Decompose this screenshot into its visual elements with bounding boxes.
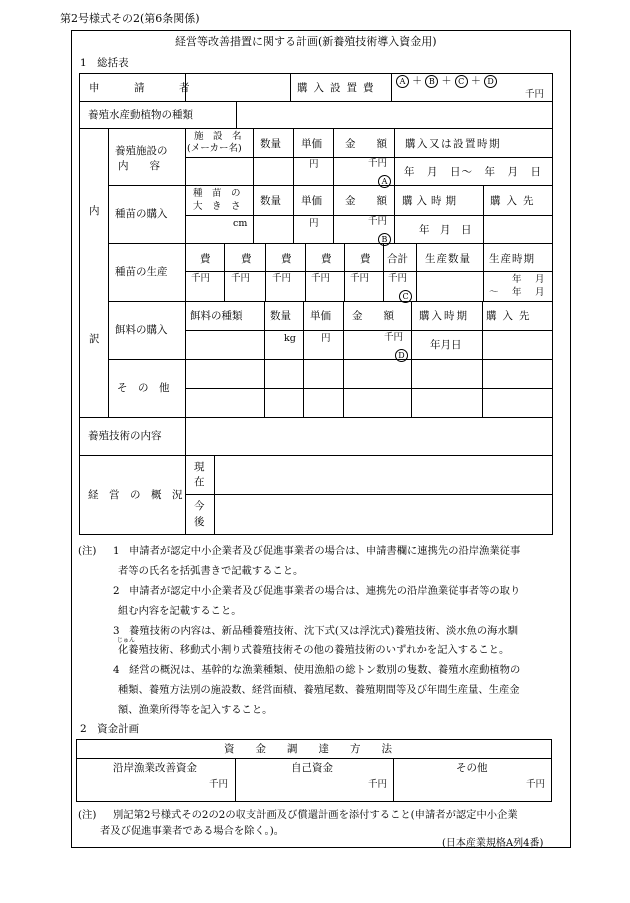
technique-field[interactable]: [186, 418, 552, 455]
breakdown-label-1: 内: [89, 205, 100, 217]
note-1-line1: 申請者が認定中小企業者及び促進事業者の場合は、申請書欄に連携先の沿岸漁業従事: [129, 545, 521, 557]
feed-col-type: 餌料の種類: [190, 310, 243, 322]
note-2-line1: 申請者が認定中小企業者及び促進事業者の場合は、連携先の沿岸漁業従事者等の取り: [129, 585, 521, 597]
feed-col-qty: 数量: [270, 310, 291, 322]
facility-amount-unit: 千円: [368, 158, 388, 169]
note-3-line2: 化養殖技術、移動式小割り式養殖技術その他の養殖技術のいずれかを記入すること。: [118, 644, 510, 656]
note-1-line2: 者等の氏名を括弧書きで記載すること。: [118, 565, 304, 577]
note-4-num: 4: [113, 664, 120, 676]
note-4-line3: 額、漁業所得等を記入すること。: [118, 704, 273, 716]
feed-col-unit-price: 単価: [310, 310, 331, 322]
management-label: 経 営 の 概 況: [88, 489, 183, 501]
circle-d-mark: D: [484, 75, 497, 88]
form-number: 第2号様式その2(第6条関係): [60, 12, 200, 25]
facility-col-unit-price: 単価: [301, 138, 322, 150]
note-2-num: 2: [113, 585, 120, 597]
production-cost-2-header: 費: [241, 253, 252, 265]
production-cost-5-unit: 千円: [350, 273, 370, 284]
production-col-quantity: 生産数量: [425, 253, 471, 265]
production-label: 種苗の生産: [115, 266, 168, 278]
species-field[interactable]: [237, 102, 552, 128]
seed-col-supplier: 購入先: [490, 195, 540, 207]
production-cost-5-header: 費: [360, 253, 371, 265]
feed-time-value: 年月日: [430, 339, 462, 351]
paper-size-label: (日本産業規格A列4番): [442, 838, 544, 849]
production-cost-1-unit: 千円: [191, 273, 211, 284]
footer-note-line2: 者及び促進事業者である場合を除く。)。: [100, 825, 285, 837]
production-period-line1: 年 月: [512, 274, 547, 285]
footer-note-line1: 別記第2号様式その2の2の収支計画及び償還計画を添付すること(申請者が認定中小企業: [113, 809, 518, 821]
feed-col-supplier: 購入先: [486, 310, 536, 322]
feed-unit-yen: 円: [321, 333, 331, 344]
section2-heading: 2 資金計画: [80, 723, 140, 735]
seed-col-qty: 数量: [260, 195, 281, 207]
feed-amount-unit: 千円: [384, 332, 404, 343]
production-cost-4-header: 費: [321, 253, 332, 265]
circle-c-mark: C: [399, 290, 412, 303]
circle-a-mark: A: [396, 75, 409, 88]
circle-c-mark: C: [455, 75, 468, 88]
note-4-line1: 経営の概況は、基幹的な漁業種類、使用漁船の総トン数別の隻数、養殖水産動植物の: [129, 664, 521, 676]
current-label-1: 現: [194, 461, 205, 473]
seed-col-size-1: 種 苗 の: [193, 188, 241, 199]
facility-col-name-1: 施 設 名: [194, 131, 242, 142]
seed-label: 種苗の購入: [115, 208, 168, 220]
circle-d-mark: D: [395, 349, 408, 362]
production-cost-4-unit: 千円: [311, 273, 331, 284]
funding-other-unit: 千円: [526, 779, 546, 790]
applicant-field[interactable]: [186, 74, 290, 101]
future-label-2: 後: [194, 516, 205, 528]
breakdown-label-2: 訳: [89, 333, 100, 345]
funding-col-other: その他: [456, 762, 488, 774]
funding-own-unit: 千円: [368, 779, 388, 790]
feed-col-amount: 金 額: [352, 310, 394, 322]
production-cost-3-header: 費: [281, 253, 292, 265]
facility-amount-mark: [378, 171, 391, 190]
other-label: そ の 他: [117, 382, 170, 394]
facility-unit-yen: 円: [309, 159, 319, 170]
production-cost-1-header: 費: [200, 253, 211, 265]
funding-col-coastal: 沿岸漁業改善資金: [113, 762, 197, 774]
feed-col-time: 購入時期: [419, 310, 469, 322]
current-field[interactable]: [215, 456, 552, 494]
facility-col-time: 購入又は設置時期: [405, 138, 501, 150]
funding-col-own: 自己資金: [291, 762, 333, 774]
production-period-line2: ～ 年 月: [489, 287, 547, 298]
seed-unit-cm: cm: [233, 218, 248, 229]
technique-label: 養殖技術の内容: [88, 430, 162, 442]
production-col-period: 生産時期: [489, 253, 535, 265]
facility-col-amount: 金 額: [345, 138, 387, 150]
feed-amount-mark: [395, 345, 408, 364]
current-label-2: 在: [194, 476, 205, 488]
production-col-total: 合計: [387, 253, 408, 265]
production-total-mark: [399, 286, 412, 305]
note-3-ruby: じゅん: [117, 637, 136, 644]
seed-unit-yen: 円: [309, 218, 319, 229]
species-label: 養殖水産動植物の種類: [88, 109, 193, 121]
seed-amount-unit: 千円: [368, 216, 388, 227]
production-cost-3-unit: 千円: [272, 273, 292, 284]
seed-col-unit-price: 単価: [301, 195, 322, 207]
circle-b-mark: B: [378, 233, 391, 246]
funding-coastal-unit: 千円: [209, 779, 229, 790]
facility-label-line1: 養殖施設の: [115, 145, 168, 157]
circle-a-mark: A: [378, 175, 391, 188]
note-3-line1: 養殖技術の内容は、新品種養殖技術、沈下式(又は浮沈式)養殖技術、淡水魚の海水馴: [129, 625, 519, 637]
production-total-unit: 千円: [388, 273, 408, 284]
note-1-num: 1: [113, 545, 120, 557]
future-field[interactable]: [215, 495, 552, 534]
footer-note-prefix: (注): [78, 809, 97, 821]
note-4-line2: 種類、養殖方法別の施設数、経営面積、養殖尾数、養殖期間等及び年間生産量、生産金: [118, 684, 520, 696]
seed-amount-mark: [378, 229, 391, 248]
seed-col-time: 購入時期: [402, 195, 460, 207]
section1-heading: 1 総括表: [80, 57, 129, 69]
circle-b-mark: B: [425, 75, 438, 88]
purchase-cost-formula: A ＋ B ＋ C ＋ D: [396, 75, 497, 88]
facility-time-value: 年 月 日～ 年 月 日: [404, 166, 542, 178]
feed-unit-kg: kg: [284, 333, 296, 344]
note-3-num: 3: [113, 625, 120, 637]
purchase-cost-label: 購入設置費: [297, 82, 380, 94]
production-cost-2-unit: 千円: [231, 273, 251, 284]
form-title: 経営等改善措置に関する計画(新養殖技術導入資金用): [175, 35, 437, 48]
seed-time-value: 年 月 日: [419, 224, 472, 236]
note-2-line2: 組む内容を記載すること。: [118, 605, 242, 617]
purchase-cost-unit: 千円: [525, 89, 545, 100]
facility-label-line2: 内 容: [118, 160, 160, 172]
facility-col-qty: 数量: [260, 138, 281, 150]
funding-table-title: 資 金 調 達 方 法: [224, 743, 392, 755]
seed-col-size-2: 大 き さ: [193, 201, 241, 212]
seed-col-amount: 金 額: [345, 195, 387, 207]
future-label-1: 今: [194, 500, 205, 512]
applicant-label: 申 請 者: [89, 82, 202, 94]
feed-label: 餌料の購入: [115, 324, 168, 336]
notes-prefix: (注): [78, 545, 97, 557]
facility-col-name-2: (メーカー名): [187, 143, 242, 154]
